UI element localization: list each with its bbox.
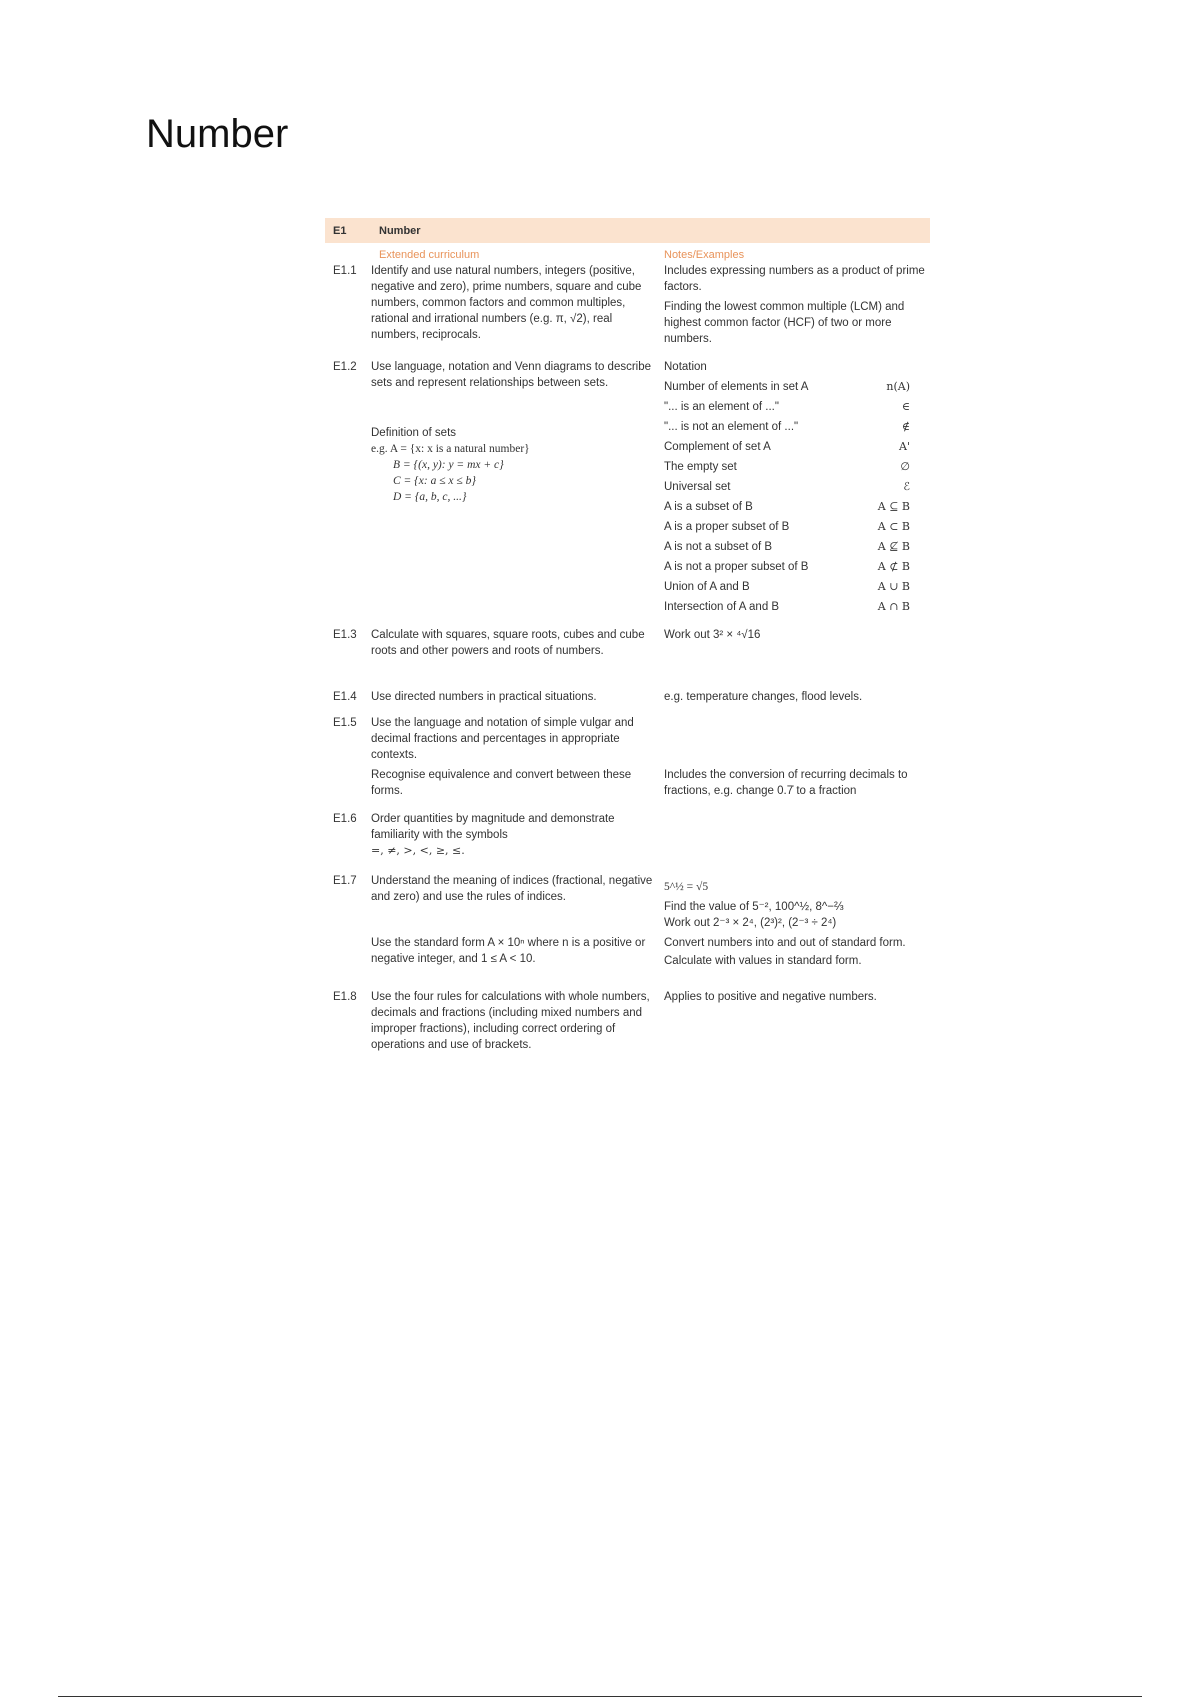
curriculum-text: Use language, notation and Venn diagrams to describe sets and represent relationships between sets. Definition of sets e.g. A = {x: x is a natural number} B = {(x, y): y = mx + c} C = {x: a ≤ x ≤ b} D = {a, b, c, ...} [371, 359, 656, 505]
notes-column-header: Notes/Examples [664, 249, 745, 261]
section-code: E1 [333, 225, 347, 237]
notation-row: A is not a subset of B A ⊈ B [664, 540, 910, 553]
table-header [325, 218, 930, 243]
table-row [325, 715, 930, 811]
notes-text: Work out 3² × ⁴√16 [664, 629, 761, 641]
curriculum-column-header: Extended curriculum [379, 249, 480, 261]
curriculum-text: Identify and use natural numbers, integers (positive, negative and zero), prime numbers, square and cube numbers, common factors and common multiples, rational and irrational numbers (e.g. π, √2), real numbers, reciprocals. [371, 265, 642, 341]
row-code: E1.2 [333, 361, 357, 373]
table-row [325, 627, 930, 689]
notation-row: Complement of set A A' [664, 440, 910, 453]
table-row [325, 811, 930, 873]
row-code: E1.3 [333, 629, 357, 641]
row-code: E1.4 [333, 691, 357, 703]
notation-row: A is a subset of B A ⊆ B [664, 500, 910, 513]
notation-row: Union of A and B A ∪ B [664, 580, 910, 593]
section-heading: Number [379, 225, 421, 237]
notes-text: Includes the conversion of recurring decimals to fractions, e.g. change 0.7̇ to a fraction [664, 769, 908, 797]
curriculum-text: Use directed numbers in practical situations. [371, 691, 597, 703]
column-headers [325, 243, 930, 263]
table-row [325, 359, 930, 627]
table-row [325, 689, 930, 715]
curriculum-text: Order quantities by magnitude and demonstrate familiarity with the symbols =, ≠, >, <, ≥, ≤. [371, 813, 615, 857]
notes-text: e.g. temperature changes, flood levels. [664, 691, 863, 703]
row-code: E1.6 [333, 813, 357, 825]
curriculum-text: Calculate with squares, square roots, cubes and cube roots and other powers and roots of numbers. [371, 629, 645, 657]
notation-row: Intersection of A and B A ∩ B [664, 600, 910, 613]
syllabus-table [325, 218, 930, 1079]
notation-row: "... is an element of ..." ∈ [664, 400, 910, 413]
row-code: E1.8 [333, 991, 357, 1003]
curriculum-text: Use the four rules for calculations with whole numbers, decimals and fractions (including mixed numbers and improper fractions), including correct ordering of operations and use of brackets. [371, 991, 650, 1051]
curriculum-text: Understand the meaning of indices (fractional, negative and zero) and use the rules of indices. Use the standard form A × 10ⁿ where n is a positive or negative integer, and 1 ≤ A < 10. [371, 875, 653, 965]
row-code: E1.5 [333, 717, 357, 729]
set-definitions: Definition of sets e.g. A = {x: x is a natural number} B = {(x, y): y = mx + c} C = {x: a ≤ x ≤ b} D = {a, b, c, ...} [371, 427, 530, 503]
notes-text: Includes expressing numbers as a product of prime factors. Finding the lowest common multiple (LCM) and highest common factor (HCF) of two or more numbers. [664, 265, 925, 345]
notation-row: The empty set ∅ [664, 460, 910, 473]
notation-row: "... is not an element of ..." ∉ [664, 420, 910, 433]
notes-text: Applies to positive and negative numbers. [664, 991, 877, 1003]
notation-list: Notation Number of elements in set A n(A) "... is an element of ..." ∈ "... is not an element of ..." ∉ Complement of set A A' The empty set ∅ Universal set ℰ A is a subset of B A ⊆ B A is a proper subset of B A ⊂ B A is not a subset of B A ⊈ B A is not a proper subset of B A ⊄ B Union of A and B A ∪ B Intersection of A and B A ∩ B [664, 359, 930, 619]
table-row [325, 989, 930, 1079]
notation-row: A is a proper subset of B A ⊂ B [664, 520, 910, 533]
row-code: E1.1 [333, 265, 357, 277]
notation-row: Universal set ℰ [664, 480, 910, 493]
footer-rule [58, 1696, 1142, 1697]
notation-row: Number of elements in set A n(A) [664, 380, 910, 393]
table-row [325, 263, 930, 359]
notation-row: A is not a proper subset of B A ⊄ B [664, 560, 910, 573]
row-code: E1.7 [333, 875, 357, 887]
table-row [325, 873, 930, 989]
curriculum-text: Use the language and notation of simple vulgar and decimal fractions and percentages in appropriate contexts. Recognise equivalence and convert between these forms. [371, 717, 634, 797]
notes-text: 5^½ = √5 Find the value of 5⁻², 100^½, 8^−⅔ Work out 2⁻³ × 2⁴, (2³)², (2⁻³ ÷ 2⁴) Convert numbers into and out of standard form. Calculate with values in standard form. [664, 881, 906, 967]
page-title: Number [146, 112, 289, 156]
